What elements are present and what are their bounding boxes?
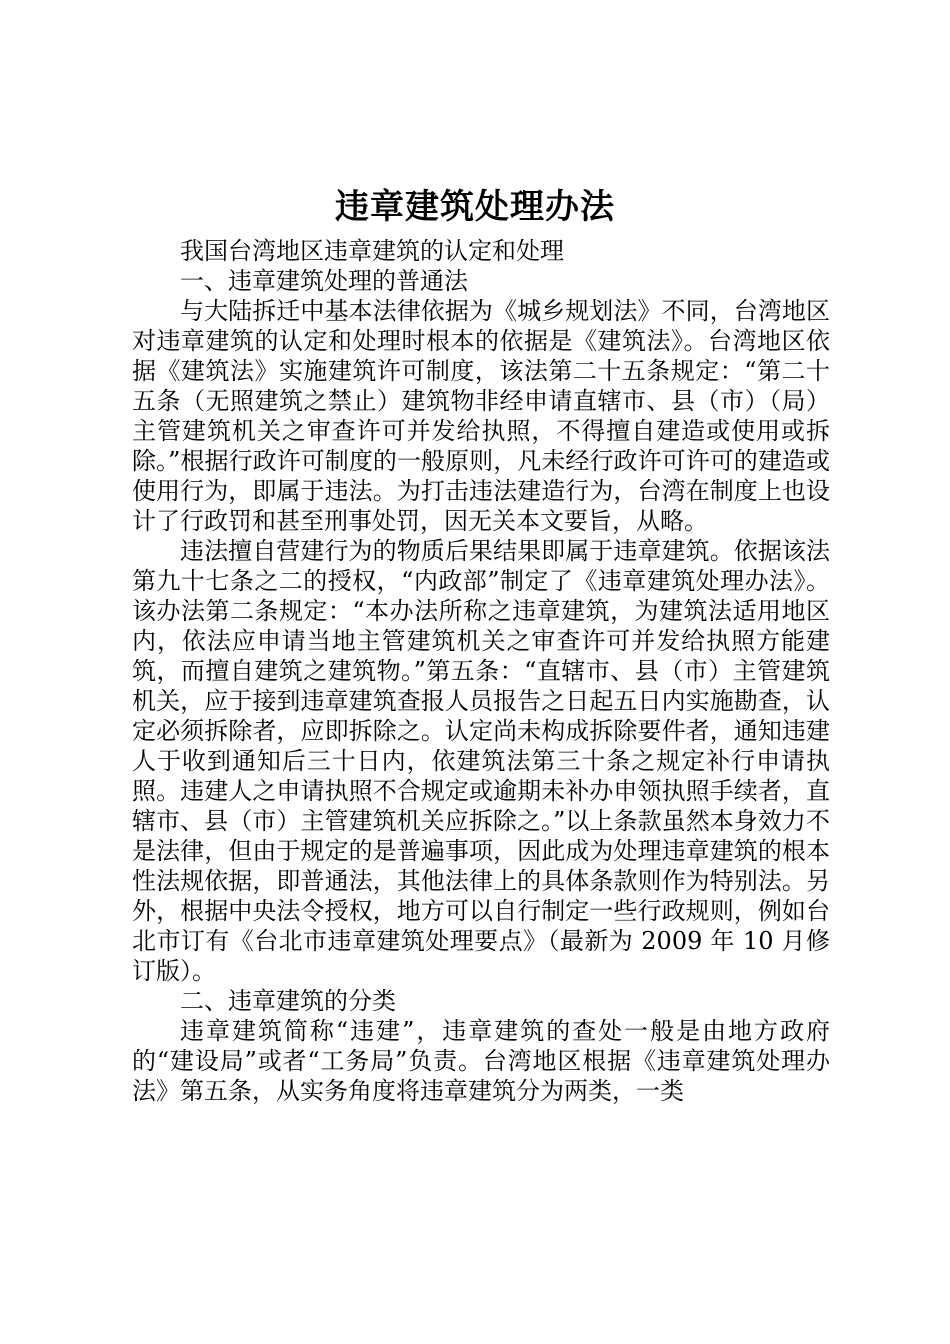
section-heading-1: 一、违章建筑处理的普通法 xyxy=(180,267,468,295)
paragraph: 与大陆拆迁中基本法律依据为《城乡规划法》不同，台湾地区对违章建筑的认定和处理时根本的依据是《建筑法》。台湾地区依据《建筑法》实施建筑许可制度，该法第二十五条规定：“第二十五条（无照建筑之禁止）建筑物非经申请直辖市、县（市）（局）主管建筑机关之审查许可并发给执照，不得擅自建造或使用或拆除。”根据行政许可制度的一般原则，凡未经行政许可许可的建造或使用行为，即属于违法。为打击违法建造行为，台湾在制度上也设计了行政罚和甚至刑事处罚，因无关本文要旨，从略。 xyxy=(132,297,830,535)
document-body xyxy=(132,236,830,1106)
section-heading-2: 二、违章建筑的分类 xyxy=(180,987,396,1015)
paragraph-subtitle: 我国台湾地区违章建筑的认定和处理 xyxy=(180,237,564,265)
paragraph: 违章建筑简称“违建”，违章建筑的查处一般是由地方政府的“建设局”或者“工务局”负责。台湾地区根据《违章建筑处理办法》第五条，从实务角度将违章建筑分为两类，一类 xyxy=(132,1017,830,1105)
document-title: 违章建筑处理办法 xyxy=(335,187,615,227)
paragraph: 违法擅自营建行为的物质后果结果即属于违章建筑。依据该法第九十七条之二的授权，“内政部”制定了《违章建筑处理办法》。该办法第二条规定：“本办法所称之违章建筑，为建筑法适用地区内，依法应申请当地主管建筑机关之审查许可并发给执照方能建筑，而擅自建筑之建筑物。”第五条：“直辖市、县（市）主管建筑机关，应于接到违章建筑查报人员报告之日起五日内实施勘查，认定必须拆除者，应即拆除之。认定尚未构成拆除要件者，通知违建人于收到通知后三十日内，依建筑法第三十条之规定补行申请执照。违建人之申请执照不合规定或逾期未补办申领执照手续者，直辖市、县（市）主管建筑机关应拆除之。”以上条款虽然本身效力不是法律，但由于规定的是普遍事项，因此成为处理违章建筑的根本性法规依据，即普通法，其他法律上的具体条款则作为特别法。另外，根据中央法令授权，地方可以自行制定一些行政规则，例如台北市订有《台北市违章建筑处理要点》（最新为 2009 年 10 月修订版）。 xyxy=(132,537,830,985)
